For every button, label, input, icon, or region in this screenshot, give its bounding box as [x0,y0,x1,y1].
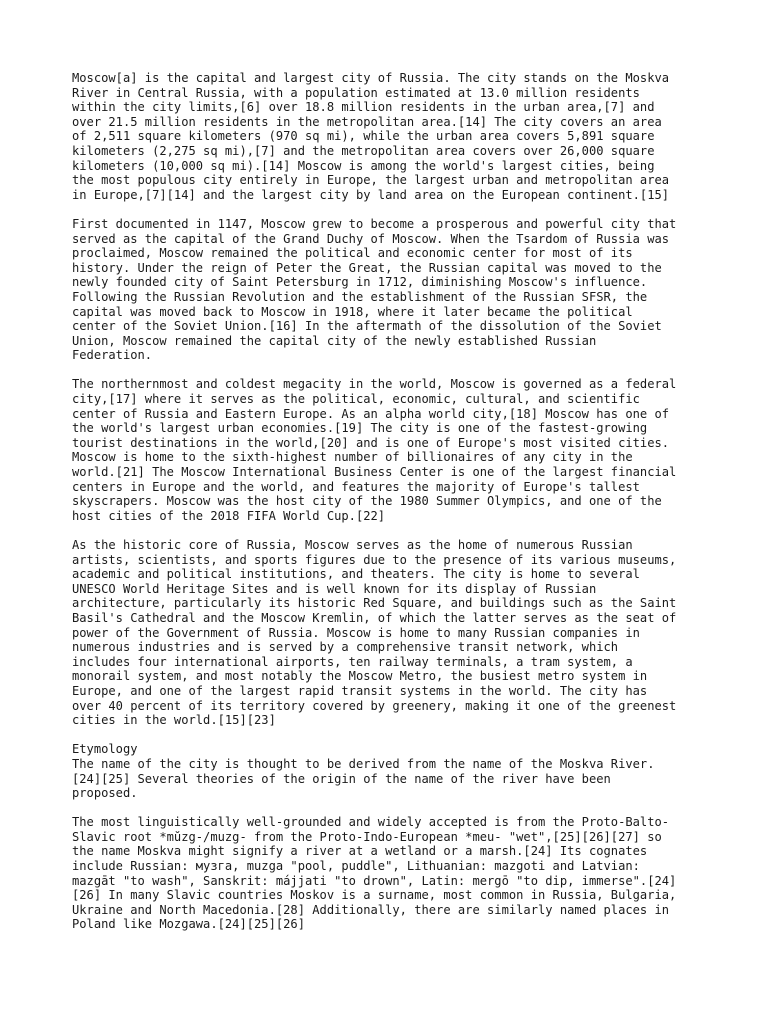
document-page [72,71,702,932]
paragraph-culture: As the historic core of Russia, Moscow serves as the home of numerous Russian artists, scientists, and sports figures due to the presence of its various museums, academic and political institutions, and theaters. The city is home to several UNESCO World Heritage Sites and is well known for its display of Russian architecture, particularly its historic Red Square, and buildings such as the Saint Basil's Cathedral and the Moscow Kremlin, of which the latter serves as the seat of power of the Government of Russia. Moscow is home to many Russian companies in numerous industries and is served by a comprehensive transit network, which includes four international airports, ten railway terminals, a tram system, a monorail system, and most notably the Moscow Metro, the busiest metro system in Europe, and one of the largest rapid transit systems in the world. The city has over 40 percent of its territory covered by greenery, making it one of the greenest cities in the world.[15][23] [72,538,677,728]
paragraph-etymology-1: The name of the city is thought to be derived from the name of the Moskva River. [24][25] Several theories of the origin of the name of the river have been proposed. [72,756,655,801]
paragraph-intro: Moscow[a] is the capital and largest city of Russia. The city stands on the Moskva River in Central Russia, with a population estimated at 13.0 million residents within the city limits,[6] over 18.8 million residents in the urban area,[7] and over 21.5 million residents in the metropolitan area.[14] The city covers an area of 2,511 square kilometers (970 sq mi), while the urban area covers 5,891 square kilometers (2,275 sq mi),[7] and the metropolitan area covers over 26,000 square kilometers (10,000 sq mi).[14] Moscow is among the world's largest cities, being the most populous city entirely in Europe, the largest urban and metropolitan area in Europe,[7][14] and the largest city by land area on the European continent.[15] [72,71,670,202]
section-heading-etymology: Etymology [72,742,138,757]
paragraph-megacity: The northernmost and coldest megacity in the world, Moscow is governed as a federal city,[17] where it serves as the political, economic, cultural, and scientific center of Russia and Eastern Europe. As an alpha world city,[18] Moscow has one of the world's largest urban economies.[19] The city is one of the fastest-growing tourist destinations in the world,[20] and is one of Europe's most visited cities. Moscow is home to the sixth-highest number of billionaires of any city in the world.[21] The Moscow International Business Center is one of the largest financial centers in Europe and the world, and features the majority of Europe's tallest skyscrapers. Moscow was the host city of the 1980 Summer Olympics, and one of the host cities of the 2018 FIFA World Cup.[22] [72,377,677,523]
paragraph-etymology-2: The most linguistically well-grounded and widely accepted is from the Proto-Balto- Slavic root *mŭzg-/muzg- from the Proto-Indo-European *meu- "wet",[25][26][27] so the name Moskva might signify a river at a wetland or a marsh.[24] Its cognates include Russian: музга, muzga "pool, puddle", Lithuanian: mazgoti and Latvian: mazgāt "to wash", Sanskrit: májjati "to drown", Latin: mergō "to dip, immerse".[24] [26] In many Slavic countries Moskov is a surname, most common in Russia, Bulgaria, Ukraine and North Macedonia.[28] Additionally, there are similarly named places in Poland like Mozgawa.[24][25][26] [72,815,677,932]
paragraph-history: First documented in 1147, Moscow grew to become a prosperous and powerful city that served as the capital of the Grand Duchy of Moscow. When the Tsardom of Russia was proclaimed, Moscow remained the political and economic center for most of its history. Under the reign of Peter the Great, the Russian capital was moved to the newly founded city of Saint Petersburg in 1712, diminishing Moscow's influence. Following the Russian Revolution and the establishment of the Russian SFSR, the capital was moved back to Moscow in 1918, where it later became the political center of the Soviet Union.[16] In the aftermath of the dissolution of the Soviet Union, Moscow remained the capital city of the newly established Russian Federation. [72,216,677,363]
